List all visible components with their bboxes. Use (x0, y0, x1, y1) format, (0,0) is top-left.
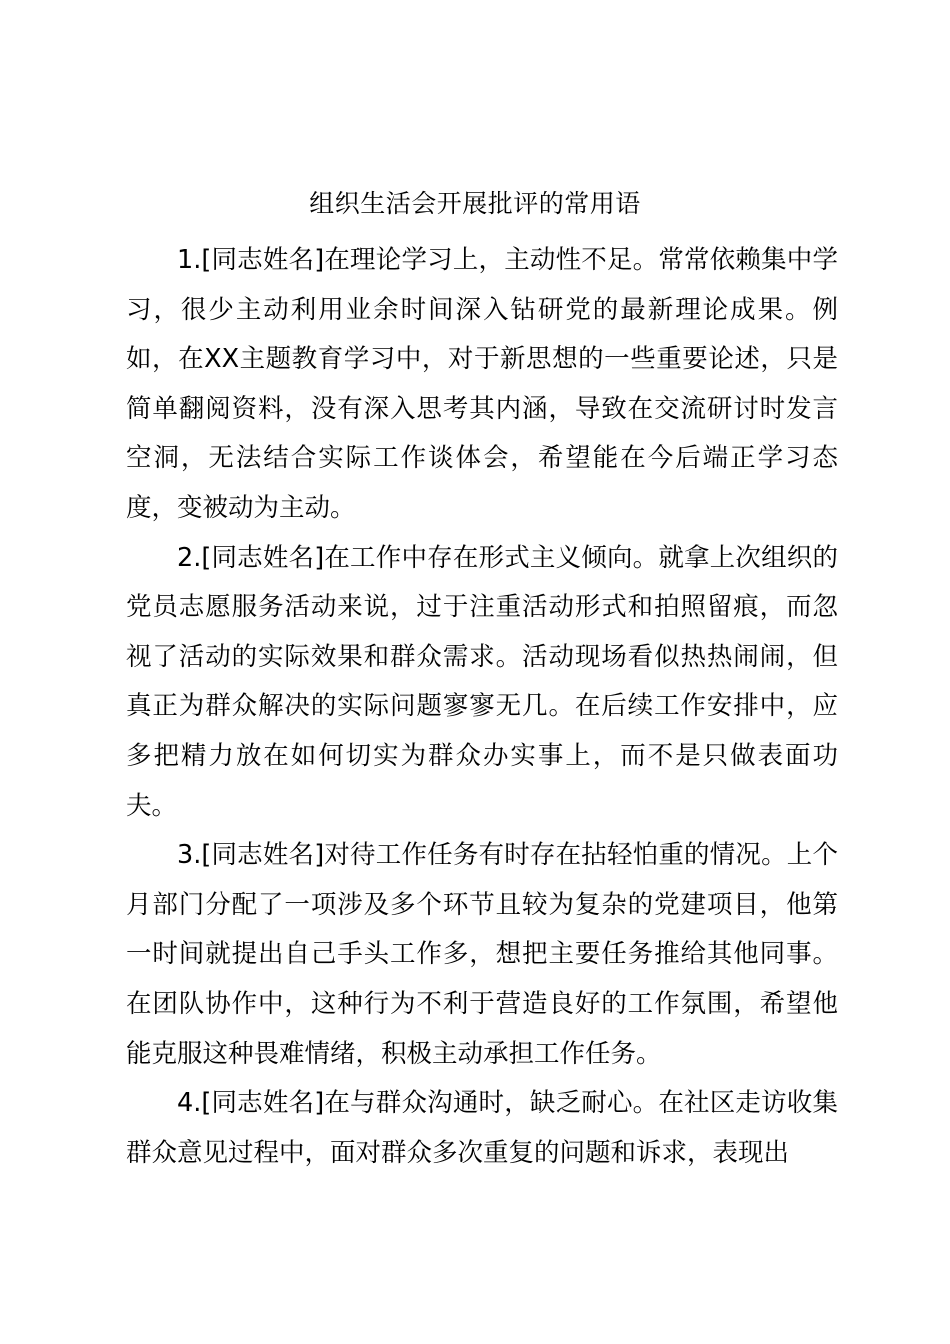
paragraph-3: 3.[同志姓名]对待工作任务有时存在拈轻怕重的情况。上个月部门分配了一项涉及多个环节且较为复杂的党建项目，他第一时间就提出自己手头工作多，想把主要任务推给其他同事。在团队协作中，这种行为不利于营造良好的工作氛围，希望他能克服这种畏难情绪，积极主动承担工作任务。 (126, 840, 838, 1069)
document-title: 组织生活会开展批评的常用语 (309, 189, 641, 218)
document-body (126, 236, 838, 1178)
paragraph-1: 1.[同志姓名]在理论学习上，主动性不足。常常依赖集中学习，很少主动利用业余时间深入钻研党的最新理论成果。例如，在XX主题教育学习中，对于新思想的一些重要论述，只是简单翻阅资料，没有深入思考其内涵，导致在交流研讨时发言空洞，无法结合实际工作谈体会，希望能在今后端正学习态度，变被动为主动。 (126, 245, 838, 523)
paragraph-4: 4.[同志姓名]在与群众沟通时，缺乏耐心。在社区走访收集群众意见过程中，面对群众多次重复的问题和诉求，表现出 (126, 1088, 838, 1168)
paragraph-2: 2.[同志姓名]在工作中存在形式主义倾向。就拿上次组织的党员志愿服务活动来说，过于注重活动形式和拍照留痕，而忽视了活动的实际效果和群众需求。活动现场看似热热闹闹，但真正为群众解决的实际问题寥寥无几。在后续工作安排中，应多把精力放在如何切实为群众办实事上，而不是只做表面功夫。 (126, 542, 838, 821)
